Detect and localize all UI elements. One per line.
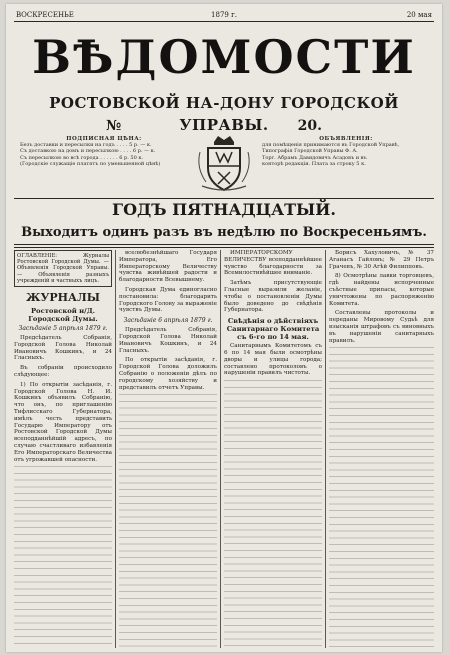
newspaper-title: ВѢДОМОСТИ [32, 30, 416, 84]
column-divider [115, 250, 116, 648]
column-2 [119, 250, 217, 648]
table-of-contents: ОГЛАВЛЕНІЕ: Журналы Ростовской Городской Думы. — Объявленія Городской Управы. — Объявленія разныхъ учрежденій и частныхъ лицъ. [14, 250, 112, 287]
column-divider [325, 250, 326, 648]
paragraph: 1) По открытіи засѣданія, г. Городской Голова Н. И. Кошкинъ объявилъ Собранію, что онъ, по приглашенію Тифлисскаго Губернатора, имѣлъ честь представить Государю Императору отъ Ростовской Городской Думы всеподданнѣйшій адресъ, по случаю счастливаго избавленія Его Императорскаго Величества отъ угрожавшей опасности. [14, 381, 112, 463]
text-lines [119, 394, 217, 648]
masthead-rule [14, 198, 434, 199]
paragraph: Составлены протоколы и переданы Мировому Судьѣ для взысканія штрафовъ съ виновныхъ въ нарушеніи санитарныхъ правилъ. [329, 310, 434, 344]
paragraph: Въ собраніи происходило слѣдующее: [14, 365, 112, 378]
section-heading: ЖУРНАЛЫ [26, 291, 100, 305]
article-heading: Свѣдѣнія о дѣйствіяхъ Санитарнаго Комитета съ 6-го по 14 мая. [226, 317, 320, 342]
issue-date: 20 мая [406, 11, 432, 19]
number-sign: № [106, 118, 122, 134]
subscription-line: Съ пересылкою во всѣ города . . . . . . 6 р. 50 к. [20, 154, 144, 161]
article-columns [14, 250, 434, 648]
weekday: ВОСКРЕСЕНЬЕ [16, 11, 74, 19]
subscription-heading: ПОДПИСНАЯ ЦѢНА: [66, 136, 142, 142]
column-divider [220, 250, 221, 648]
column-3 [224, 250, 322, 648]
publication-tagline: Выходитъ одинъ разъ въ недѣлю по Воскресеньямъ. [21, 225, 427, 240]
issue-number: 20. [297, 118, 322, 134]
issue-year: 1879 г. [211, 11, 237, 19]
paragraph: Борисъ Хахуловичъ, № 37 Аганасъ Гайловъ; № 29 Петръ Грачевъ, № 30 Агѣй Филипповъ. [329, 250, 434, 270]
subscription-line: (Городскіе служащіе платятъ по уменьшенной цѣнѣ) [20, 160, 161, 167]
coat-of-arms-icon [192, 132, 256, 196]
paragraph: Санитарнымъ Комитетомъ съ 6 по 14 мая были осмотрѣны дворы и улицы города; составлено протоколовъ о нарушеніи правилъ чистоты. [224, 343, 322, 377]
session-date: Засѣданіе 5 апрѣля 1879 г. [18, 325, 108, 333]
paragraph: ИМПЕРАТОРСКОМУ ВЕЛИЧЕСТВУ всеподданнѣйшее чувство благодарности за Всемилостивѣйшее вниманіе. [224, 250, 322, 277]
announcement-line: для помѣщенія принимаются въ Городской Управѣ, [262, 142, 400, 149]
header-line [14, 10, 434, 20]
session-date: Засѣданіе 6 апрѣля 1879 г. [123, 317, 213, 325]
paragraph: Предсѣдатель Собранія, Городской Голова Николай Ивановичъ Кошкинъ, и 24 Гласныхъ. [119, 327, 217, 354]
section-subheading: Ростовской н/Д. Городской Думы. [28, 307, 98, 324]
newspaper-subtitle: РОСТОВСКОЙ НА-ДОНУ ГОРОДСКОЙ УПРАВЫ. [49, 94, 399, 134]
paragraph: По открытіи засѣданія, г. Городской Голова доложилъ Собранію о положеніи дѣлъ по городскому хозяйству и представилъ отчетъ Управы. [119, 357, 217, 391]
announcement-line: Торг. Абрамъ Давидовичъ Асадовъ и въ [262, 154, 367, 161]
announcement-line: конторѣ редакціи. Плата за строку 5 к. [262, 160, 366, 167]
column-1 [14, 250, 112, 648]
newspaper-page [6, 4, 442, 652]
paragraph: вселюбезнѣйшаго Государя Императора, Его Императорскому Величеству чувства живѣйшей радости и благодарности Всевышнему. [119, 250, 217, 284]
column-4 [329, 250, 434, 648]
paragraph: Городская Дума единогласно постановила: благодарить Городского Голову за выраженіе чувствъ Думы. [119, 286, 217, 314]
announcements-heading: ОБЪЯВЛЕНІЯ: [319, 136, 373, 142]
paragraph: Предсѣдатель Собранія, Городской Голова Николай Ивановичъ Кошкинъ, и 24 Гласныхъ. [14, 335, 112, 362]
subscription-line: Съ доставкою на домъ и пересылкою . . . . 6 р. — к. [20, 148, 156, 155]
paragraph: Затѣмъ присутствующіе Гласные выразили желаніе, чтобы о постановленіи Думы было доведено до свѣдѣнія Губернатора. [224, 280, 322, 314]
text-lines [329, 347, 434, 648]
announcements-block [262, 136, 430, 198]
subscription-line: Безъ доставки и пересылки на годъ . . . . 5 р. — к. [20, 142, 152, 149]
announcement-line: Типографія Городской Управы Ф. А. [262, 148, 358, 155]
year-line: ГОДЪ ПЯТНАДЦАТЫЙ. [112, 200, 336, 219]
tagline-rule-bottom [14, 247, 434, 248]
tagline-rule-top [14, 244, 434, 245]
text-lines [224, 380, 322, 648]
subscription-block [20, 136, 188, 198]
text-lines [14, 466, 112, 648]
paragraph: 8) Осмотрѣны лавки торговцевъ, гдѣ найдены испорченные съѣстные припасы, которые уничтожены по распоряженію Комитета. [329, 273, 434, 307]
